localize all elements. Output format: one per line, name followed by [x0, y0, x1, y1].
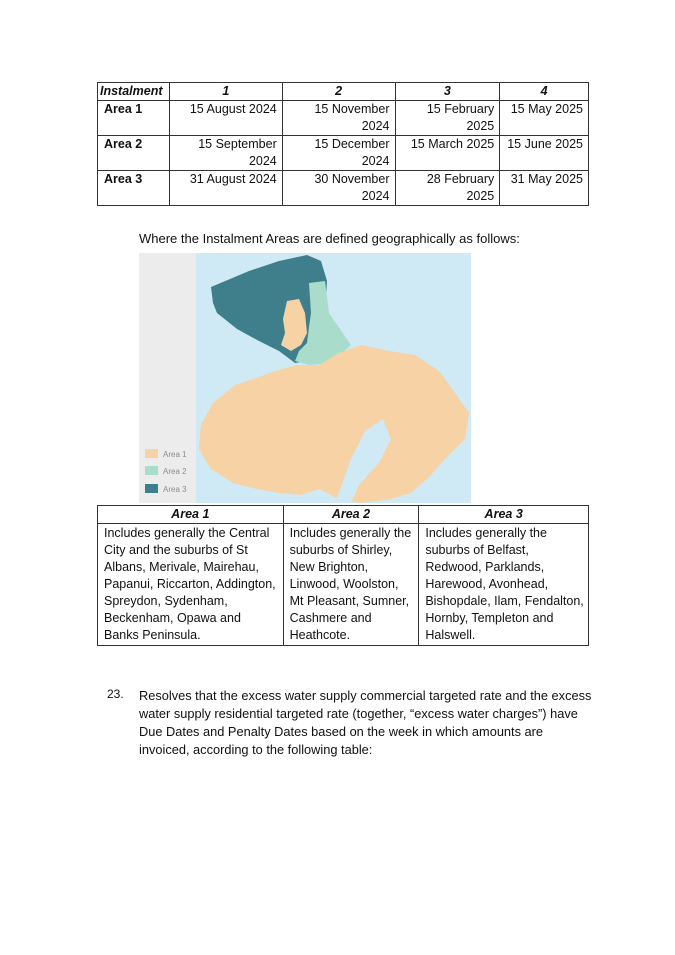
table-cell: 15 December 2024: [282, 136, 395, 171]
areas-definition-table: [97, 505, 589, 646]
legend-label-area-2: Area 2: [163, 467, 187, 476]
column-header: 4: [500, 83, 589, 101]
column-header: Area 3: [419, 506, 589, 524]
area-3-description: Includes generally the suburbs of Belfast, Redwood, Parklands, Harewood, Avonhead, Bishopdale, Ilam, Fendalton, Hornby, Templeton and Halswell.: [419, 524, 589, 646]
legend-swatch-area-1: [145, 449, 158, 458]
column-header: Area 2: [283, 506, 419, 524]
column-header: 3: [395, 83, 500, 101]
row-header: Area 3: [98, 171, 170, 206]
column-header: 1: [169, 83, 282, 101]
table-cell: 15 March 2025: [395, 136, 500, 171]
legend-label-area-1: Area 1: [163, 450, 187, 459]
row-header: Area 2: [98, 136, 170, 171]
table-header-row: [98, 506, 589, 524]
table-cell: 28 February 2025: [395, 171, 500, 206]
table-cell: 15 May 2025: [500, 101, 589, 136]
table-cell: 15 November 2024: [282, 101, 395, 136]
instalment-table: [97, 82, 589, 206]
legend-swatch-area-2: [145, 466, 158, 475]
column-header: Area 1: [98, 506, 284, 524]
row-header: Area 1: [98, 101, 170, 136]
instalment-areas-map: [139, 253, 471, 503]
table-header-row: [98, 83, 589, 101]
table-cell: 31 May 2025: [500, 171, 589, 206]
column-header: 2: [282, 83, 395, 101]
table-row: [98, 136, 589, 171]
resolution-number: 23.: [107, 687, 124, 701]
table-cell: 30 November 2024: [282, 171, 395, 206]
intro-text: Where the Instalment Areas are defined geographically as follows:: [139, 231, 520, 246]
area-2-description: Includes generally the suburbs of Shirley, New Brighton, Linwood, Woolston, Mt Pleasant, Sumner, Cashmere and Heathcote.: [283, 524, 419, 646]
table-cell: 15 June 2025: [500, 136, 589, 171]
legend-swatch-area-3: [145, 484, 158, 493]
area-1-description: Includes generally the Central City and the suburbs of St Albans, Merivale, Mairehau, Papanui, Riccarton, Addington, Spreydon, Sydenham, Beckenham, Opawa and Banks Peninsula.: [98, 524, 284, 646]
table-row: [98, 101, 589, 136]
table-cell: 15 February 2025: [395, 101, 500, 136]
table-cell: 15 September 2024: [169, 136, 282, 171]
legend-label-area-3: Area 3: [163, 485, 187, 494]
column-header: Instalment: [98, 83, 170, 101]
table-row: [98, 171, 589, 206]
table-cell: 31 August 2024: [169, 171, 282, 206]
resolution-text: Resolves that the excess water supply commercial targeted rate and the excess water supply residential targeted rate (together, “excess water charges”) have Due Dates and Penalty Dates based on the week in which amounts are invoiced, according to the following table:: [139, 688, 592, 757]
table-row: [98, 524, 589, 646]
table-cell: 15 August 2024: [169, 101, 282, 136]
